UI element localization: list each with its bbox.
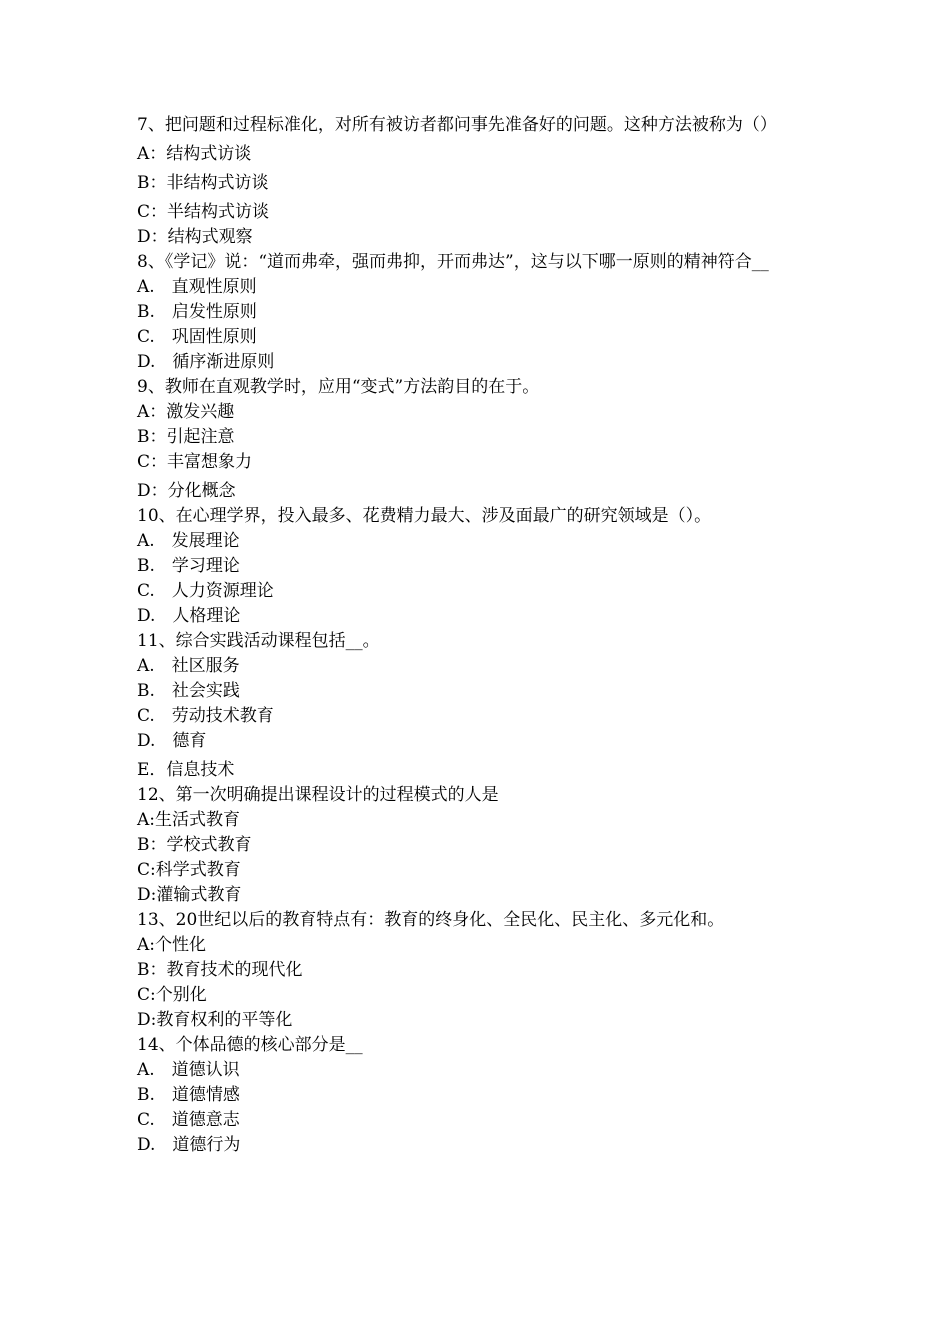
question-9-stem: 9、教师在直观教学时，应用“变式”方法韵目的在于。 bbox=[137, 377, 540, 397]
question-13-option-c: C:个别化 bbox=[137, 985, 207, 1005]
question-8-stem: 8、《学记》说：“道而弗牵，强而弗抑，开而弗达”，这与以下哪一原则的精神符合__ bbox=[137, 252, 769, 272]
question-14-stem: 14、个体品德的核心部分是__ bbox=[137, 1035, 363, 1055]
question-12-option-d: D:灌输式教育 bbox=[137, 885, 242, 905]
question-13-option-a: A:个性化 bbox=[137, 935, 207, 955]
question-13-stem: 13、20世纪以后的教育特点有：教育的终身化、全民化、民主化、多元化和。 bbox=[137, 910, 725, 930]
question-8-option-b: B. 启发性原则 bbox=[137, 302, 257, 322]
question-13 bbox=[137, 908, 807, 1033]
question-7-option-c: C：半结构式访谈 bbox=[137, 202, 270, 222]
question-9 bbox=[137, 375, 807, 504]
question-14 bbox=[137, 1033, 807, 1158]
question-8-option-d: D. 循序渐进原则 bbox=[137, 352, 275, 372]
question-12-stem: 12、第一次明确提出课程设计的过程模式的人是 bbox=[137, 785, 499, 805]
question-10-stem: 10、在心理学界，投入最多、花费精力最大、涉及面最广的研究领域是（）。 bbox=[137, 506, 712, 526]
question-7-option-d: D：结构式观察 bbox=[137, 227, 253, 247]
question-11-option-c: C. 劳动技术教育 bbox=[137, 706, 274, 726]
question-13-option-b: B：教育技术的现代化 bbox=[137, 960, 303, 980]
question-14-option-b: B. 道德情感 bbox=[137, 1085, 240, 1105]
question-9-option-b: B：引起注意 bbox=[137, 427, 235, 447]
question-11-option-b: B. 社会实践 bbox=[137, 681, 240, 701]
question-12-option-c: C:科学式教育 bbox=[137, 860, 241, 880]
question-14-option-a: A. 道德认识 bbox=[137, 1060, 240, 1080]
question-7 bbox=[137, 113, 807, 250]
question-14-option-d: D. 道德行为 bbox=[137, 1135, 241, 1155]
question-7-stem: 7、把问题和过程标准化，对所有被访者都问事先准备好的问题。这种方法被称为（） bbox=[137, 115, 777, 135]
question-11 bbox=[137, 629, 807, 783]
question-14-option-c: C. 道德意志 bbox=[137, 1110, 240, 1130]
question-7-option-b: B：非结构式访谈 bbox=[137, 173, 269, 193]
question-9-option-a: A：激发兴趣 bbox=[137, 402, 235, 422]
question-11-option-a: A. 社区服务 bbox=[137, 656, 240, 676]
question-11-stem: 11、综合实践活动课程包括__。 bbox=[137, 631, 380, 651]
question-9-option-d: D：分化概念 bbox=[137, 481, 236, 501]
question-12 bbox=[137, 783, 807, 908]
question-7-option-a: A：结构式访谈 bbox=[137, 144, 252, 164]
question-8-option-a: A. 直观性原则 bbox=[137, 277, 257, 297]
question-10 bbox=[137, 504, 807, 629]
question-10-option-d: D. 人格理论 bbox=[137, 606, 241, 626]
question-10-option-a: A. 发展理论 bbox=[137, 531, 240, 551]
question-list bbox=[137, 113, 807, 1158]
question-11-option-e: E．信息技术 bbox=[137, 760, 235, 780]
question-11-option-d: D. 德育 bbox=[137, 731, 207, 751]
question-10-option-b: B. 学习理论 bbox=[137, 556, 240, 576]
question-8-option-c: C. 巩固性原则 bbox=[137, 327, 257, 347]
question-9-option-c: C：丰富想象力 bbox=[137, 452, 253, 472]
question-13-option-d: D:教育权利的平等化 bbox=[137, 1010, 293, 1030]
question-8 bbox=[137, 250, 807, 375]
question-12-option-a: A:生活式教育 bbox=[137, 810, 241, 830]
question-10-option-c: C. 人力资源理论 bbox=[137, 581, 274, 601]
question-12-option-b: B：学校式教育 bbox=[137, 835, 252, 855]
